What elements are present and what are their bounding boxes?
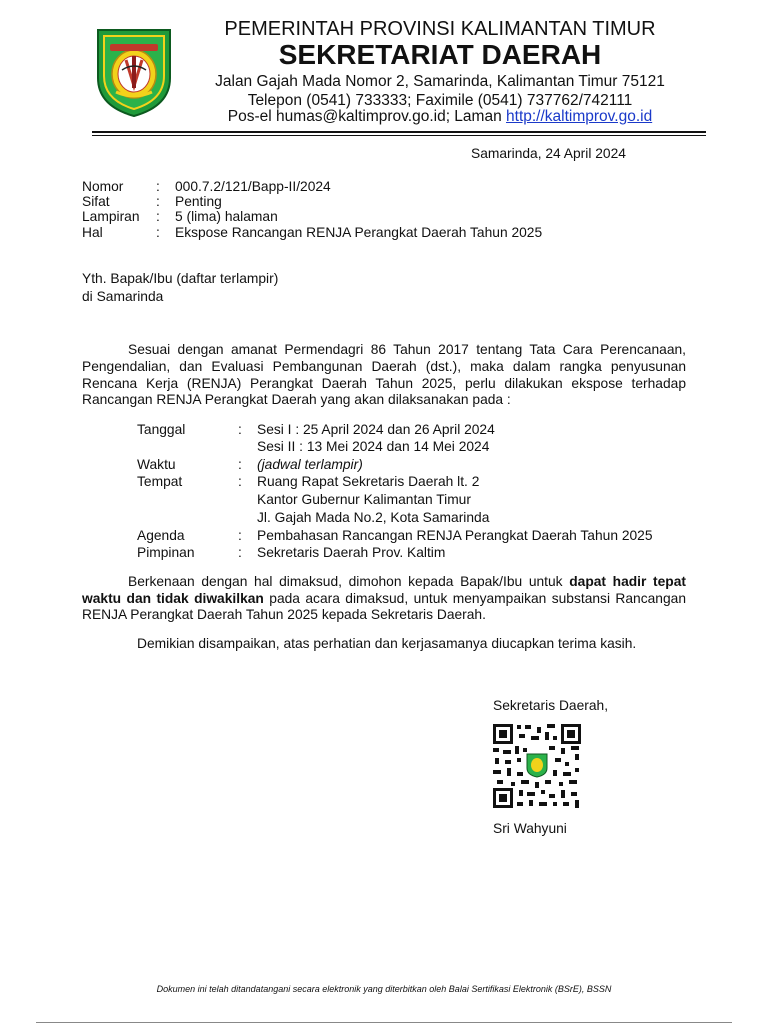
letterhead-address: Jalan Gajah Mada Nomor 2, Samarinda, Kalimantan Timur 75121 (215, 73, 665, 90)
schedule-pimpinan-value: Sekretaris Daerah Prov. Kaltim (257, 545, 446, 560)
qr-code-signature (491, 722, 583, 810)
meta-sep: : (156, 209, 160, 224)
letterhead-rule-thick (92, 131, 706, 133)
meta-value-sifat: Penting (175, 194, 222, 209)
meta-label-lampiran: Lampiran (82, 209, 140, 224)
schedule-label-waktu: Waktu (137, 457, 176, 472)
paragraph-2-emphasis-2: waktu dan tidak diwakilkan (82, 591, 264, 606)
schedule-sep: : (238, 422, 242, 437)
meta-value-lampiran: 5 (lima) halaman (175, 209, 278, 224)
paragraph-2-text-a: Berkenaan dengan hal dimaksud, dimohon kepada Bapak/Ibu untuk (128, 574, 570, 589)
schedule-waktu-value: (jadwal terlampir) (257, 457, 363, 472)
schedule-tempat-line-1: Ruang Rapat Sekretaris Daerah lt. 2 (257, 474, 480, 489)
letterhead-province: PEMERINTAH PROVINSI KALIMANTAN TIMUR (224, 18, 656, 40)
paragraph-2-line-3: RENJA Perangkat Daerah Tahun 2025 kepada Sekretaris Daerah. (82, 607, 486, 622)
meta-value-hal: Ekspose Rancangan RENJA Perangkat Daerah Tahun 2025 (175, 225, 543, 240)
schedule-sesi-1: Sesi I : 25 April 2024 dan 26 April 2024 (257, 422, 495, 437)
schedule-tempat-line-3: Jl. Gajah Mada No.2, Kota Samarinda (257, 510, 490, 525)
paragraph-1-line-1: Sesuai dengan amanat Permendagri 86 Tahun 2017 tentang Tata Cara Perencanaan, (128, 342, 686, 357)
schedule-tempat-line-2: Kantor Gubernur Kalimantan Timur (257, 492, 471, 507)
e-signature-footer: Dokumen ini telah ditandatangani secara elektronik yang diterbitkan oleh Balai Sertifikasi Elektronik (BSrE), BSSN (156, 984, 612, 994)
schedule-sep: : (238, 474, 242, 489)
schedule-sep: : (238, 457, 242, 472)
paragraph-1-line-4: Rancangan RENJA Perangkat Daerah yang akan dilaksanakan pada : (82, 392, 511, 407)
meta-sep: : (156, 179, 160, 194)
signatory-name: Sri Wahyuni (493, 821, 567, 836)
meta-sep: : (156, 194, 160, 209)
paragraph-2-text-b: pada acara dimaksud, untuk menyampaikan substansi Rancangan (263, 591, 686, 606)
meta-value-nomor: 000.7.2/121/Bapp-II/2024 (175, 179, 331, 194)
schedule-agenda-value: Pembahasan Rancangan RENJA Perangkat Daerah Tahun 2025 (257, 528, 653, 543)
meta-label-nomor: Nomor (82, 179, 124, 194)
schedule-label-pimpinan: Pimpinan (137, 545, 195, 560)
letterhead-rule-thin (92, 135, 706, 136)
meta-sep: : (156, 225, 160, 240)
provincial-coat-of-arms-logo (92, 26, 176, 118)
paragraph-2-line-1 (82, 573, 686, 590)
schedule-sep: : (238, 528, 242, 543)
bottom-rule (36, 1022, 732, 1023)
paragraph-1-line-2: Pengendalian, dan Evaluasi Pembangunan Daerah (dst.), maka dalam rangka penyusunan (82, 359, 686, 374)
schedule-sesi-2: Sesi II : 13 Mei 2024 dan 14 Mei 2024 (257, 439, 490, 454)
paragraph-2-emphasis-1: dapat hadir tepat (569, 574, 686, 589)
schedule-label-tempat: Tempat (137, 474, 183, 489)
paragraph-1-line-3: Rencana Kerja (RENJA) Perangkat Daerah Tahun 2025, perlu dilakukan ekspose terhadap (82, 376, 686, 391)
date-line: Samarinda, 24 April 2024 (471, 146, 626, 161)
schedule-label-tanggal: Tanggal (137, 422, 186, 437)
schedule-sep: : (238, 545, 242, 560)
letterhead-office: SEKRETARIAT DAERAH (278, 39, 602, 70)
meta-label-sifat: Sifat (82, 194, 110, 209)
schedule-label-agenda: Agenda (137, 528, 185, 543)
paragraph-3: Demikian disampaikan, atas perhatian dan kerjasamanya diucapkan terima kasih. (137, 636, 637, 651)
recipient-line-1: Yth. Bapak/Ibu (daftar terlampir) (82, 271, 279, 286)
letterhead-contact (190, 107, 690, 126)
website-link[interactable]: http://kaltimprov.go.id (506, 108, 653, 125)
letterhead-email: Pos-el humas@kaltimprov.go.id; Laman (227, 108, 507, 125)
paragraph-2-line-2 (82, 590, 686, 607)
recipient-line-2: di Samarinda (82, 289, 164, 304)
letterhead-phone: Telepon (0541) 733333; Faximile (0541) 737762/742111 (247, 92, 633, 109)
signature-title: Sekretaris Daerah, (493, 698, 609, 713)
meta-label-hal: Hal (82, 225, 103, 240)
